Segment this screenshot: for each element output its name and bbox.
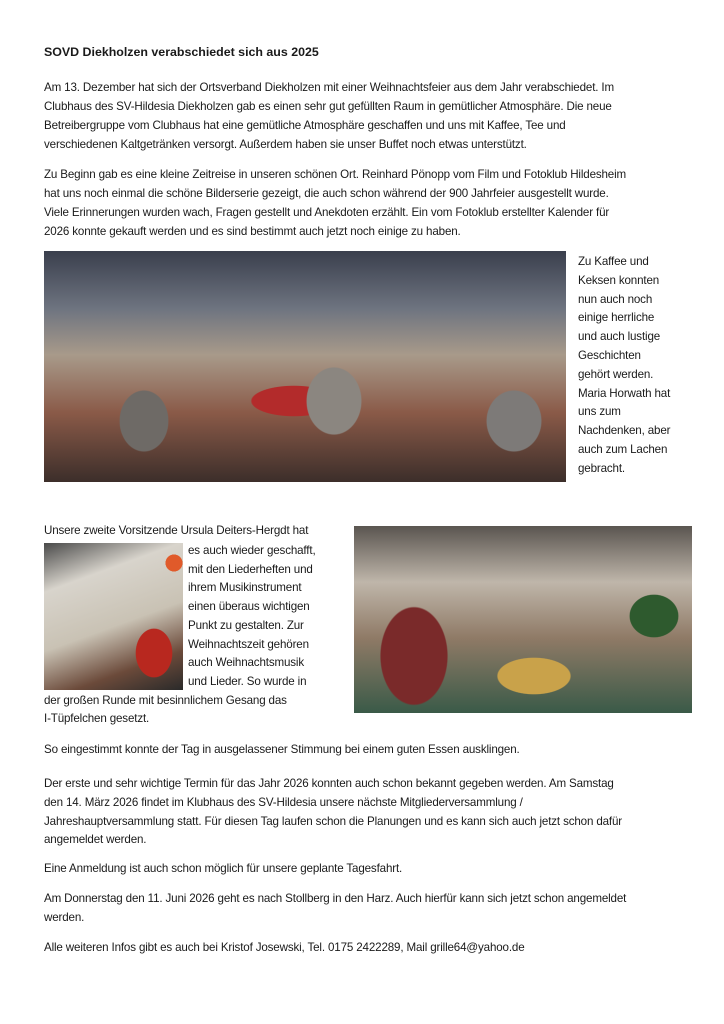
text-line-p1: verschiedenen Kaltgetränken versorgt. Außerdem haben sie unser Buffet noch etwas unterstützt. — [44, 138, 527, 151]
text-line-p6: Eine Anmeldung ist auch schon möglich für unsere geplante Tagesfahrt. — [44, 862, 403, 875]
text-line-p8: Alle weiteren Infos gibt es auch bei Kristof Josewski, Tel. 0175 2422289, Mail grille64@yahoo.de — [44, 941, 525, 954]
photo-christmas-party-tables — [44, 251, 566, 482]
text-line-p4: So eingestimmt konnte der Tag in ausgelassener Stimmung bei einem guten Essen ausklingen. — [44, 743, 520, 756]
text-line-p1: Clubhaus des SV-Hildesia Diekholzen gab es einen sehr gut gefüllten Raum in gemütlicher Atmosphäre. Die neue — [44, 100, 612, 113]
text-line-caption1: Nachdenken, aber — [578, 424, 671, 438]
text-line-p3-side: einen überaus wichtigen — [188, 600, 310, 614]
text-line-p3-end: I-Tüpfelchen gesetzt. — [44, 711, 150, 725]
text-line-p5: angemeldet werden. — [44, 833, 147, 847]
text-line-caption1: auch zum Lachen — [578, 443, 668, 456]
text-line-caption1: nun auch noch — [578, 292, 653, 306]
text-line-p7: werden. — [44, 911, 85, 924]
text-line-p3-side: Punkt zu gestalten. Zur — [188, 618, 304, 632]
text-line-p3-side: ihrem Musikinstrument — [188, 581, 302, 595]
text-line-caption1: Zu Kaffee und — [578, 255, 649, 268]
text-line-p1: Am 13. Dezember hat sich der Ortsverband Diekholzen mit einer Weihnachtsfeier aus dem Jahr verabschiedet. Im — [44, 81, 614, 94]
text-line-p3-end: der großen Runde mit besinnlichem Gesang das — [44, 694, 287, 707]
text-line-p3-first: Unsere zweite Vorsitzende Ursula Deiters-Hergdt hat — [44, 524, 309, 537]
text-line-p3-side: mit den Liederheften und — [188, 562, 313, 576]
text-line-p5: Der erste und sehr wichtige Termin für das Jahr 2026 konnten auch schon bekannt gegeben werden. Am Samstag — [44, 777, 614, 790]
text-line-p2: 2026 konnte gekauft werden und es sind bestimmt auch jetzt noch einige zu haben. — [44, 225, 461, 238]
text-line-caption1: Geschichten — [578, 349, 641, 362]
text-line-p2: hat uns noch einmal die schöne Bilderserie gezeigt, die auch schon während der 900 Jahrfeier ausgestellt wurde. — [44, 187, 609, 200]
text-line-p3-side: es auch wieder geschafft, — [188, 544, 316, 557]
text-line-p5: den 14. März 2026 findet im Klubhaus des SV-Hildesia unsere nächste Mitgliederversammlung / — [44, 795, 523, 809]
text-line-p2: Viele Erinnerungen wurden wach, Fragen gestellt und Anekdoten erzählt. Ein vom Fotoklub erstellter Kalender für — [44, 206, 610, 219]
text-line-caption1: Maria Horwath hat — [578, 386, 671, 400]
photo-musician-with-instrument — [44, 543, 183, 690]
text-line-p3-side: auch Weihnachtsmusik — [188, 656, 305, 670]
text-line-caption1: und auch lustige — [578, 330, 661, 344]
text-line-p7: Am Donnerstag den 11. Juni 2026 geht es nach Stollberg in den Harz. Auch hierfür kann sich jetzt schon angemeldet — [44, 892, 627, 905]
text-line-caption1: uns zum — [578, 405, 621, 419]
article-title: SOVD Diekholzen verabschiedet sich aus 2025 — [44, 45, 319, 59]
text-line-p1: Betreibergruppe vom Clubhaus hat eine gemütliche Atmosphäre geschaffen und uns mit Kaffee, Tee und — [44, 119, 566, 132]
text-line-p3-side: und Lieder. So wurde in — [188, 674, 307, 688]
text-line-caption1: gebracht. — [578, 461, 625, 475]
text-line-p3-side: Weihnachtszeit gehören — [188, 637, 309, 651]
photo-buffet — [354, 526, 692, 713]
text-line-p5: Jahreshauptversammlung statt. Für diesen Tag laufen schon die Planungen und es kann sich auch jetzt schon dafür — [44, 814, 623, 828]
text-line-p2: Zu Beginn gab es eine kleine Zeitreise in unseren schönen Ort. Reinhard Pönopp vom Film und Fotoklub Hildesheim — [44, 168, 627, 181]
text-line-caption1: einige herrliche — [578, 311, 655, 325]
text-line-caption1: Keksen konnten — [578, 273, 660, 287]
text-line-caption1: gehört werden. — [578, 367, 654, 381]
